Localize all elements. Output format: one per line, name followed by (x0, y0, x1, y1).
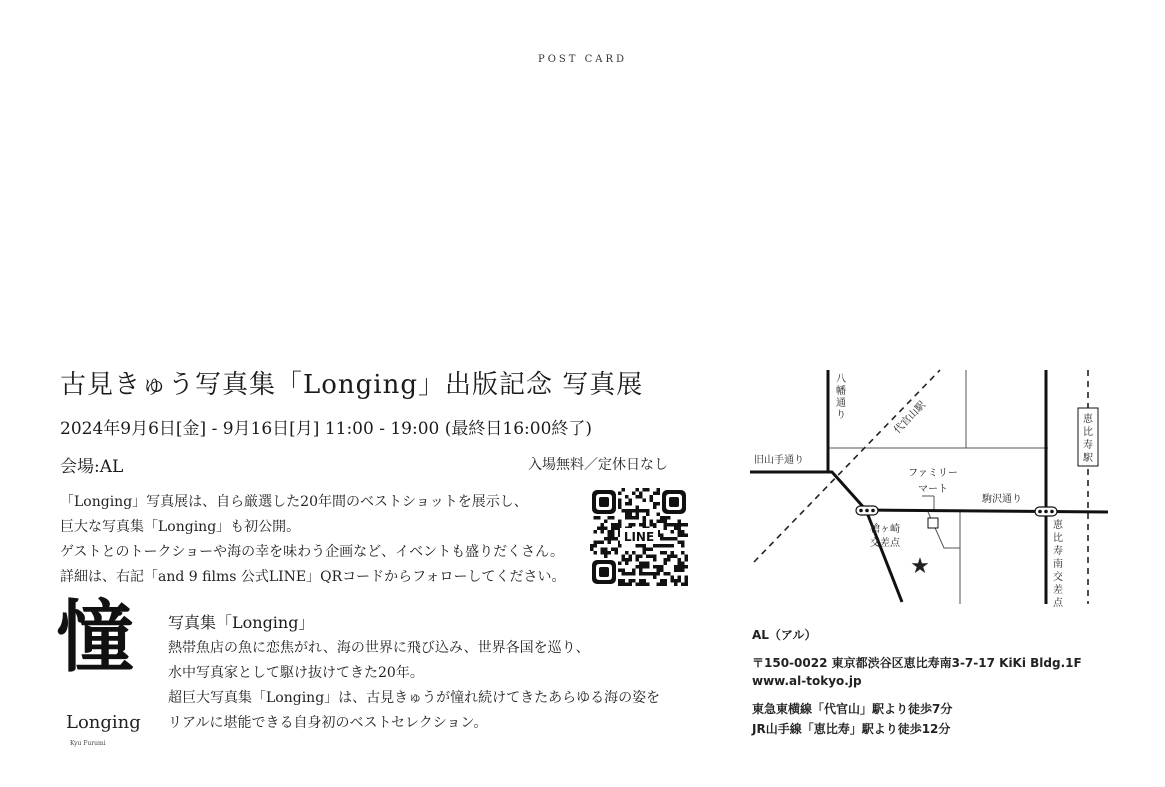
map-label-ebisu-station (1078, 408, 1098, 466)
access-tokyu: 東急東横線「代官山」駅より徒歩7分 (752, 702, 953, 716)
svg-text:恵: 恵 (1083, 414, 1093, 425)
svg-text:差: 差 (1053, 585, 1063, 596)
map-label-komazawa: 駒沢通り (982, 494, 1022, 505)
qr-line-label: LINE (623, 530, 655, 544)
admission-info: 入場無料／定休日なし (528, 457, 668, 473)
svg-text:寿: 寿 (1083, 440, 1093, 451)
svg-text:幡: 幡 (836, 386, 846, 397)
svg-text:り: り (836, 410, 846, 421)
venue: 会場:AL (60, 457, 124, 477)
svg-text:比: 比 (1053, 533, 1063, 544)
logo-english: Longing (66, 712, 141, 733)
book-line: リアルに堪能できる自身初のベストセレクション。 (168, 715, 488, 731)
map-label-daikanyama: 代官山駅 (892, 399, 928, 437)
exhibition-title: 古見きゅう写真集「Longing」出版記念 写真展 (60, 370, 644, 400)
book-description (168, 636, 660, 736)
exhibition-dates: 2024年9月6日[金] - 9月16日[月] 11:00 - 19:00 (最終日16:00終了) (60, 419, 593, 439)
svg-text:マート: マート (918, 484, 948, 495)
map-label-hachiman: 八 (836, 374, 846, 385)
line-qr-code[interactable] (590, 488, 688, 586)
svg-text:交差点: 交差点 (870, 538, 900, 549)
postcard-label: POST CARD (537, 54, 628, 65)
svg-text:寿: 寿 (1053, 546, 1063, 557)
access-jr: JR山手線「恵比寿」駅より徒歩12分 (752, 722, 951, 736)
book-title: 写真集「Longing」 (168, 613, 315, 632)
svg-text:点: 点 (1053, 598, 1063, 609)
book-line: 水中写真家として駆け抜けてきた20年。 (168, 665, 424, 681)
venue-address: 〒150-0022 東京都渋谷区恵比寿南3-7-17 KiKi Bldg.1F (752, 656, 1082, 670)
logo-kanji: 憧 (56, 592, 135, 683)
map-label-family-mart: ファミリー (908, 468, 958, 479)
description-line: 詳細は、右記「and 9 films 公式LINE」QRコードからフォローしてください。 (60, 569, 566, 585)
description-line: 「Longing」写真展は、自ら厳選した20年間のベストショットを展示し、 (60, 494, 528, 510)
intersection-marker (1035, 507, 1057, 516)
map-label-kyu-yamate: 旧山手通り (754, 455, 804, 466)
logo-signature: Kyu Furumi (70, 740, 106, 747)
map-label-yarigasaki: 槍ヶ崎 (870, 524, 900, 535)
description-line: ゲストとのトークショーや海の幸を味わう企画など、イベントも盛りだくさん。 (60, 544, 564, 560)
svg-text:駅: 駅 (1083, 453, 1093, 464)
intersection-marker (856, 506, 878, 515)
map-label-ebisu-minami: 恵 (1053, 520, 1063, 531)
description-line: 巨大な写真集「Longing」も初公開。 (60, 519, 301, 535)
book-line: 熱帯魚店の魚に恋焦がれ、海の世界に飛び込み、世界各国を巡り、 (168, 640, 590, 656)
access-map (748, 362, 1118, 610)
book-line: 超巨大写真集「Longing」は、古見きゅうが憧れ続けてきたあらゆる海の姿を (168, 690, 661, 706)
venue-star-icon: ★ (910, 554, 930, 579)
venue-name: AL（アル） (752, 628, 817, 642)
exhibition-description (60, 490, 565, 590)
family-mart-marker (928, 518, 938, 528)
svg-text:通: 通 (836, 398, 846, 409)
venue-url[interactable]: www.al-tokyo.jp (752, 674, 862, 688)
svg-text:比: 比 (1083, 427, 1093, 438)
svg-text:交: 交 (1053, 572, 1063, 583)
svg-text:南: 南 (1053, 559, 1063, 570)
